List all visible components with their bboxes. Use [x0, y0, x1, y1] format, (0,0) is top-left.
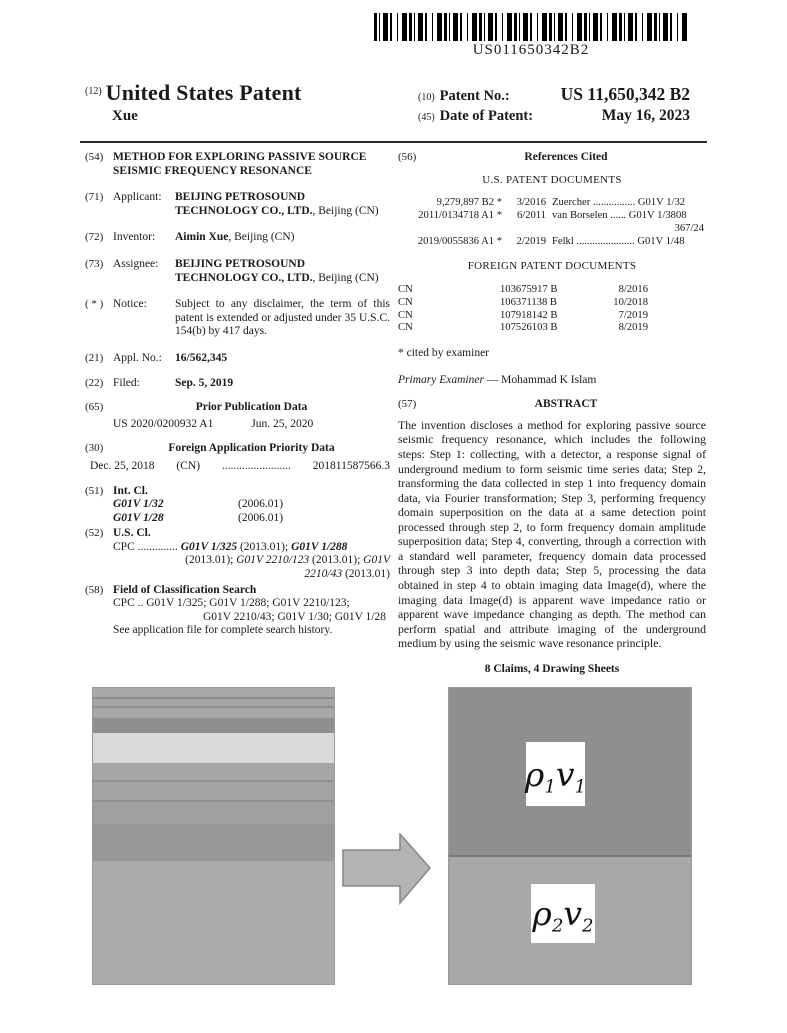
- int-cl-entry: G01V 1/28 (2006.01): [113, 511, 284, 524]
- prior-publication-section: (65) Prior Publication Data US 2020/0200932 A1 Jun. 25, 2020: [85, 401, 390, 431]
- foreign-priority-heading: Foreign Application Priority Data: [168, 442, 335, 455]
- table-row: CN 107918142 B 7/2019: [398, 309, 648, 321]
- inventor-value: Aimin Xue, Beijing (CN): [175, 231, 295, 244]
- publication-number: US 2020/0200932 A1: [113, 417, 214, 430]
- kind-code-number: (12): [85, 86, 102, 97]
- claims-drawing-sheets-note: 8 Claims, 4 Drawing Sheets: [484, 662, 620, 675]
- table-row: CN 107526103 B 8/2019: [398, 322, 648, 334]
- priority-country: (CN): [176, 459, 201, 472]
- us-patent-documents-table: [398, 197, 706, 248]
- table-row: 9,279,897 B2 * 3/2016 Zuercher ................ G01V 1/32: [436, 197, 686, 209]
- cpc-classification: CPC .............. G01V 1/325 (2013.01); G01V 1/288 (2013.01); G01V 2210/123 (2013.01); G01V 2210/43 (2013.01): [113, 540, 390, 581]
- references-cited-heading: References Cited: [524, 151, 608, 163]
- right-arrow-icon: [342, 833, 432, 910]
- primary-examiner-line: Primary Examiner — Mohammad K Islam: [398, 373, 597, 386]
- application-number-field: (21) Appl. No.: 16/562,345: [85, 352, 390, 366]
- applicant-value: BEIJING PETROSOUND TECHNOLOGY CO., LTD., Beijing (CN): [175, 191, 379, 217]
- prior-publication-heading: Prior Publication Data: [195, 401, 308, 414]
- us-patent-documents-heading: U.S. PATENT DOCUMENTS: [482, 173, 622, 186]
- assignee-field: (73) Assignee: BEIJING PETROSOUND TECHNOLOGY CO., LTD., Beijing (CN): [85, 258, 390, 285]
- patent-no-label: Patent No.:: [439, 88, 510, 104]
- field-of-search-heading: Field of Classification Search: [113, 583, 257, 596]
- table-row: 2011/0134718 A1 * 6/2011 van Borselen ...... G01V 1/3808: [418, 209, 687, 221]
- priority-number: 201811587566.3: [312, 459, 390, 472]
- leader-dots: ........................: [221, 459, 291, 472]
- us-cl-heading: U.S. Cl.: [113, 527, 151, 540]
- appl-no-value: 16/562,345: [175, 351, 228, 364]
- filed-field: (22) Filed: Sep. 5, 2019: [85, 377, 390, 391]
- publication-date: Jun. 25, 2020: [251, 417, 314, 430]
- barcode-image: [374, 13, 688, 41]
- int-cl-heading: Int. Cl.: [113, 484, 148, 497]
- right-column: [398, 151, 706, 676]
- abstract-heading: ABSTRACT: [534, 398, 598, 411]
- invention-title: METHOD FOR EXPLORING PASSIVE SOURCE SEISMIC FREQUENCY RESONANCE: [113, 151, 367, 177]
- filed-label: Filed:: [113, 376, 140, 389]
- inventor-surname: Xue: [112, 108, 138, 124]
- abstract-text: The invention discloses a method for exploring passive source seismic frequency resonance, which includes the following steps: Step 1: collecting, with a detector, a response signal of underground medium to form seismic time series data; Step 2, transforming the data collected in step 1 into frequency domain data, via Fourier transformation; Step 3, performing frequency domain superposition on the data at a same detection point processed through step 2, to form frequency domain amplitude superposition data; Step 4, converting, through a correction with a standard well parameter, frequency domain data processed through step 3 into depth data; Step 5, processing the data obtained in step 4 to obtain imaging data Image(d), where the imaging data Image(d) is apparent wave impedance ratio or apparent wave impedance changing as depth. The method can perform spatial and attribute imaging of the underground medium by using the seismic wave resonance principle.: [398, 417, 706, 651]
- abstract-section-head: (57) ABSTRACT: [398, 398, 706, 412]
- search-note: See application file for complete search history.: [113, 624, 333, 637]
- assignee-label: Assignee:: [113, 257, 159, 270]
- field-of-search-section: (58) Field of Classification Search CPC .. G01V 1/325; G01V 1/288; G01V 2210/123; G01V 2210/43; G01V 1/30; G01V 1/28 See application file for complete search history.: [85, 584, 390, 638]
- impedance-label-box-1: [526, 742, 585, 806]
- foreign-patent-documents-table: [398, 284, 706, 335]
- inventor-label: Inventor:: [113, 231, 156, 244]
- primary-examiner-label: Primary Examiner: [398, 373, 484, 386]
- title-field: (54) METHOD FOR EXPLORING PASSIVE SOURCE SEISMIC FREQUENCY RESONANCE: [85, 151, 390, 178]
- date-field-number: (45): [418, 112, 435, 123]
- assignee-value: BEIJING PETROSOUND TECHNOLOGY CO., LTD., Beijing (CN): [175, 257, 379, 284]
- date-of-patent-value: May 16, 2023: [601, 107, 690, 124]
- applicant-field: (71) Applicant: BEIJING PETROSOUND TECHNOLOGY CO., LTD., Beijing (CN): [85, 191, 390, 218]
- header-right: [418, 84, 690, 127]
- search-cpc-line2: G01V 2210/43; G01V 1/30; G01V 1/28: [202, 610, 386, 623]
- notice-field: ( * ) Notice: Subject to any disclaimer, the term of this patent is extended or adjusted under 35 U.S.C. 154(b) by 417 days.: [85, 298, 390, 338]
- foreign-priority-section: (30) Foreign Application Priority Data Dec. 25, 2018 (CN) ........................ 201811587566.3: [85, 442, 390, 472]
- rho2-v2-label: $\rho_2v_2$: [532, 894, 594, 937]
- table-row: CN 103675917 B 8/2016: [398, 283, 648, 295]
- references-cited-section: (56) References Cited: [398, 151, 706, 165]
- filed-value: Sep. 5, 2019: [175, 376, 234, 389]
- table-row: 2019/0055836 A1 * 2/2019 Felkl ...................... G01V 1/48: [417, 235, 685, 247]
- int-cl-section: (51) Int. Cl. G01V 1/32 (2006.01) G01V 1/28 (2006.01): [85, 485, 390, 526]
- applicant-label: Applicant:: [113, 191, 162, 204]
- header-rule: [80, 141, 707, 143]
- barcode-number: US011650342B2: [472, 42, 590, 58]
- search-cpc-line1: CPC .. G01V 1/325; G01V 1/288; G01V 2210/123;: [113, 597, 350, 610]
- patent-no-value: US 11,650,342 B2: [560, 84, 690, 104]
- patent-no-field-number: (10): [418, 92, 435, 103]
- notice-text: Subject to any disclaimer, the term of this patent is extended or adjusted under 35 U.S.C. 154(b) by 417 days.: [175, 298, 390, 338]
- inventor-field: (72) Inventor: Aimin Xue, Beijing (CN): [85, 231, 390, 245]
- table-row: CN 106371138 B 10/2018: [398, 296, 648, 308]
- notice-label: Notice:: [113, 298, 147, 311]
- int-cl-entry: G01V 1/32 (2006.01): [113, 498, 284, 511]
- rho1-v1-label: $\rho_1v_1$: [524, 754, 587, 797]
- left-column: [85, 151, 390, 638]
- priority-date: Dec. 25, 2018: [90, 459, 155, 472]
- layered-earth-model-figure: [92, 687, 335, 985]
- primary-examiner-name: Mohammad K Islam: [501, 373, 597, 386]
- date-of-patent-label: Date of Patent:: [439, 108, 534, 124]
- header-left: [85, 80, 302, 125]
- appl-no-label: Appl. No.:: [113, 351, 162, 364]
- document-title: United States Patent: [105, 80, 302, 105]
- foreign-patent-documents-heading: FOREIGN PATENT DOCUMENTS: [467, 260, 637, 273]
- wrapped-classification: 367/24: [674, 222, 704, 234]
- cited-by-examiner-note: * cited by examiner: [398, 347, 490, 360]
- us-cl-section: (52) U.S. Cl. CPC .............. G01V 1/325 (2013.01); G01V 1/288 (2013.01); G01V 2210/123 (2013.01); G01V 2210/43 (2013.01): [85, 527, 390, 581]
- impedance-label-box-2: [531, 884, 595, 943]
